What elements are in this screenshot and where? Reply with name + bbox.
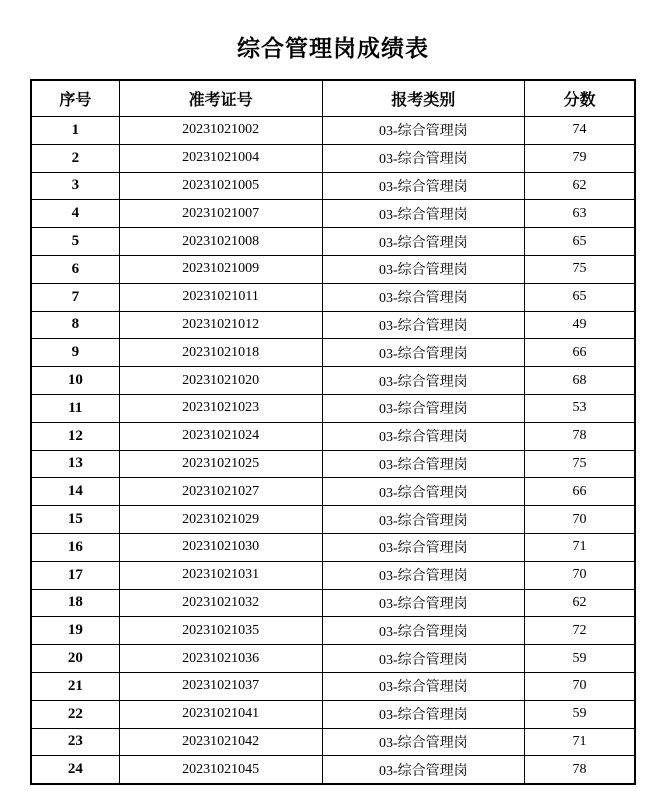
cell-seq: 2 [31,144,119,172]
cell-id: 20231021027 [119,478,322,506]
cell-id: 20231021008 [119,228,322,256]
cell-seq: 15 [31,506,119,534]
cell-seq: 11 [31,394,119,422]
cell-seq: 1 [31,117,119,145]
cell-seq: 4 [31,200,119,228]
cell-category: 03-综合管理岗 [322,422,524,450]
cell-score: 79 [524,144,635,172]
cell-score: 75 [524,255,635,283]
table-row [31,672,635,700]
cell-category: 03-综合管理岗 [322,255,524,283]
cell-seq: 20 [31,645,119,673]
table-row [31,311,635,339]
cell-category: 03-综合管理岗 [322,311,524,339]
table-row [31,394,635,422]
cell-seq: 17 [31,561,119,589]
cell-score: 72 [524,617,635,645]
cell-score: 70 [524,506,635,534]
cell-id: 20231021029 [119,506,322,534]
table-row [31,255,635,283]
cell-category: 03-综合管理岗 [322,394,524,422]
table-row [31,645,635,673]
column-header-score: 分数 [524,80,635,117]
cell-score: 68 [524,367,635,395]
cell-score: 65 [524,228,635,256]
cell-id: 20231021037 [119,672,322,700]
cell-category: 03-综合管理岗 [322,450,524,478]
cell-seq: 13 [31,450,119,478]
cell-seq: 5 [31,228,119,256]
cell-seq: 10 [31,367,119,395]
cell-category: 03-综合管理岗 [322,645,524,673]
cell-id: 20231021032 [119,589,322,617]
score-table-body [31,117,635,785]
cell-category: 03-综合管理岗 [322,617,524,645]
table-row [31,617,635,645]
cell-id: 20231021018 [119,339,322,367]
cell-id: 20231021002 [119,117,322,145]
table-row [31,506,635,534]
cell-score: 62 [524,172,635,200]
cell-seq: 8 [31,311,119,339]
cell-category: 03-综合管理岗 [322,367,524,395]
cell-category: 03-综合管理岗 [322,561,524,589]
cell-id: 20231021030 [119,533,322,561]
cell-score: 62 [524,589,635,617]
score-table [30,79,636,785]
cell-seq: 18 [31,589,119,617]
cell-seq: 3 [31,172,119,200]
table-row [31,728,635,756]
cell-category: 03-综合管理岗 [322,283,524,311]
cell-category: 03-综合管理岗 [322,533,524,561]
cell-category: 03-综合管理岗 [322,728,524,756]
cell-id: 20231021025 [119,450,322,478]
cell-score: 78 [524,756,635,784]
cell-seq: 24 [31,756,119,784]
column-header-id: 准考证号 [119,80,322,117]
table-row [31,117,635,145]
table-row [31,589,635,617]
cell-category: 03-综合管理岗 [322,756,524,784]
cell-id: 20231021031 [119,561,322,589]
table-row [31,561,635,589]
table-row [31,422,635,450]
cell-score: 49 [524,311,635,339]
cell-category: 03-综合管理岗 [322,172,524,200]
cell-id: 20231021011 [119,283,322,311]
table-row [31,200,635,228]
cell-id: 20231021041 [119,700,322,728]
cell-category: 03-综合管理岗 [322,506,524,534]
table-row [31,144,635,172]
cell-id: 20231021023 [119,394,322,422]
cell-seq: 21 [31,672,119,700]
cell-score: 74 [524,117,635,145]
table-row [31,700,635,728]
cell-id: 20231021005 [119,172,322,200]
table-row [31,172,635,200]
cell-score: 66 [524,478,635,506]
cell-category: 03-综合管理岗 [322,672,524,700]
table-header [31,80,635,117]
cell-seq: 23 [31,728,119,756]
column-header-category: 报考类别 [322,80,524,117]
cell-seq: 16 [31,533,119,561]
cell-id: 20231021012 [119,311,322,339]
cell-seq: 7 [31,283,119,311]
cell-category: 03-综合管理岗 [322,478,524,506]
cell-category: 03-综合管理岗 [322,117,524,145]
cell-score: 66 [524,339,635,367]
cell-score: 63 [524,200,635,228]
cell-id: 20231021007 [119,200,322,228]
table-row [31,283,635,311]
table-row [31,756,635,784]
cell-category: 03-综合管理岗 [322,228,524,256]
cell-id: 20231021024 [119,422,322,450]
cell-score: 71 [524,533,635,561]
cell-score: 75 [524,450,635,478]
table-row [31,450,635,478]
cell-seq: 14 [31,478,119,506]
cell-category: 03-综合管理岗 [322,339,524,367]
cell-category: 03-综合管理岗 [322,589,524,617]
cell-category: 03-综合管理岗 [322,700,524,728]
cell-category: 03-综合管理岗 [322,144,524,172]
cell-id: 20231021036 [119,645,322,673]
cell-seq: 22 [31,700,119,728]
cell-seq: 12 [31,422,119,450]
cell-score: 53 [524,394,635,422]
cell-id: 20231021009 [119,255,322,283]
table-row [31,533,635,561]
cell-score: 78 [524,422,635,450]
cell-id: 20231021035 [119,617,322,645]
cell-seq: 6 [31,255,119,283]
table-row [31,367,635,395]
table-row [31,228,635,256]
column-header-seq: 序号 [31,80,119,117]
page-title: 综合管理岗成绩表 [237,36,429,61]
cell-seq: 19 [31,617,119,645]
cell-seq: 9 [31,339,119,367]
header-row [31,80,635,117]
cell-category: 03-综合管理岗 [322,200,524,228]
cell-id: 20231021042 [119,728,322,756]
cell-score: 59 [524,700,635,728]
cell-id: 20231021020 [119,367,322,395]
cell-score: 70 [524,672,635,700]
cell-score: 65 [524,283,635,311]
cell-score: 71 [524,728,635,756]
cell-id: 20231021045 [119,756,322,784]
cell-score: 59 [524,645,635,673]
cell-score: 70 [524,561,635,589]
table-row [31,478,635,506]
cell-id: 20231021004 [119,144,322,172]
table-row [31,339,635,367]
